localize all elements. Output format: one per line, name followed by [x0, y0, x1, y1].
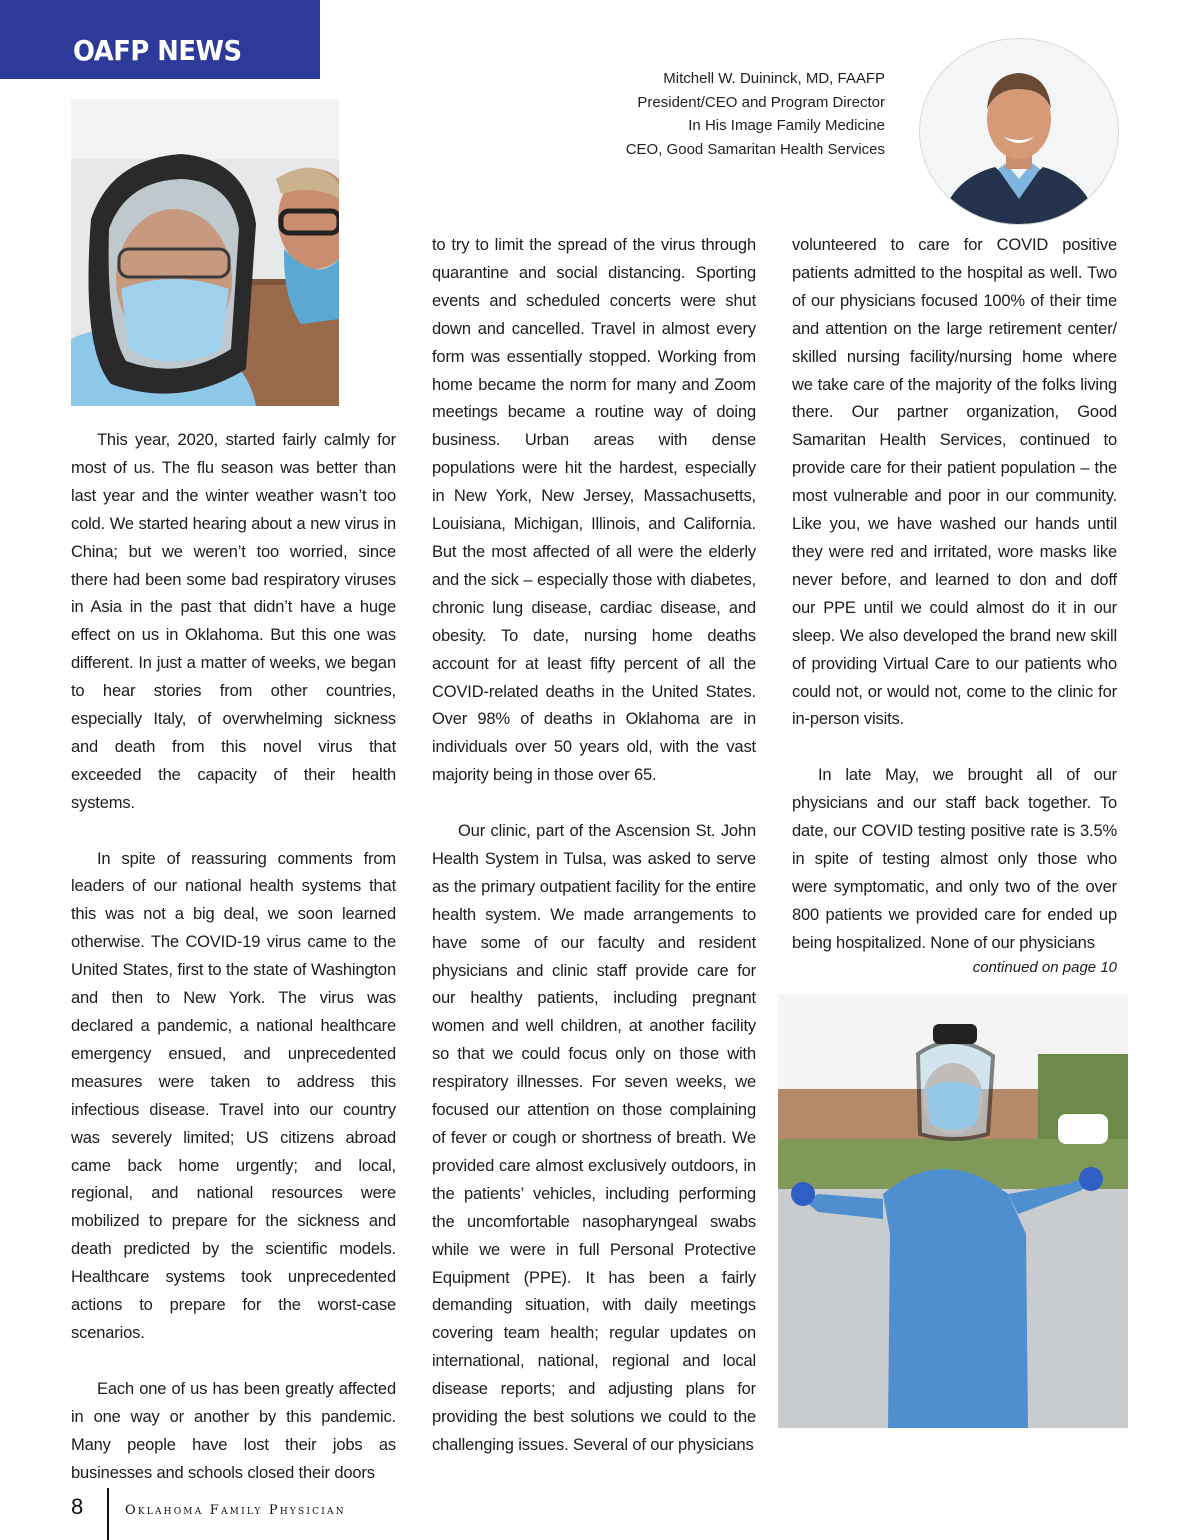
section-title: OAFP NEWS: [73, 34, 242, 67]
article-paragraph: This year, 2020, started fairly calmly for most of us. The flu season was better than last year and the winter weather wasn’t too cold. We started hearing about a new virus in China; but we weren’t too worried, since there had been some bad respiratory viruses in Asia in the past that didn’t have a huge effect on us in Oklahoma. But this one was different. In just a matter of weeks, we began to hear stories from other countries, especially Italy, of overwhelming sickness and death from this novel virus that exceeded the capacity of their health systems.: [71, 431, 396, 812]
ppe-gown-photo: [778, 994, 1128, 1428]
article-column-1: [71, 427, 396, 1515]
face-shield-selfie-photo: [71, 99, 339, 406]
article-paragraph: volunteered to care for COVID positive patients admitted to the hospital as well. Two of our physicians focused 100% of their time and attention on the large retirement center/ skilled nursing facility/nursing home where we take care of the majority of the folks living there. Our partner organization, Good Samaritan Health Services, continued to provide care for their patient population – the most vulnerable and poor in our community. Like you, we have washed our hands until they were red and irritated, wore masks like never before, and learned to don and doff our PPE until we could almost do it in our sleep. We also developed the brand new skill of providing Virtual Care to our patients who could not, or would not, come to the clinic for in-person visits.: [792, 236, 1117, 729]
article-paragraph: Each one of us has been greatly affected in one way or another by this pandemic. Many people have lost their jobs as businesses and schools closed their doors: [71, 1379, 396, 1482]
continued-notice: continued on page 10: [972, 959, 1117, 976]
article-column-2: [432, 232, 756, 1488]
section-banner: [0, 0, 320, 79]
author-portrait: [919, 38, 1119, 225]
author-organization: In His Image Family Medicine: [688, 117, 885, 135]
author-secondary-title: CEO, Good Samaritan Health Services: [625, 140, 885, 158]
author-byline: [560, 67, 885, 161]
article-paragraph: In late May, we brought all of our physicians and our staff back together. To date, our COVID testing positive rate is 3.5% in spite of testing almost only those who were symptomatic, and only two of the over 800 patients we provided care for ended up being hospitalized. None of our physicians: [792, 766, 1117, 952]
article-column-3: [792, 232, 1117, 985]
article-paragraph: to try to limit the spread of the virus through quarantine and social distancing. Sporting events and scheduled concerts were shut down and cancelled. Travel in almost every form was essentially stopped. Working from home became the norm for many and Zoom meetings became a routine way of doing business. Urban areas with dense populations were hit the hardest, especially in New York, New Jersey, Massachusetts, Louisiana, Michigan, Illinois, and California. But the most affected of all were the elderly and the sick – especially those with diabetes, chronic lung disease, cardiac disease, and obesity. To date, nursing home deaths account for at least fifty percent of all the COVID-related deaths in the United States. Over 98% of deaths in Oklahoma are in individuals over 50 years old, with the vast majority being in those over 65.: [432, 236, 756, 785]
publication-title: Oklahoma Family Physician: [125, 1503, 346, 1518]
author-name: Mitchell W. Duininck, MD, FAAFP: [663, 70, 885, 87]
article-paragraph: Our clinic, part of the Ascension St. John Health System in Tulsa, was asked to serve as the primary outpatient facility for the entire health system. We made arrangements to have some of our faculty and resident physicians and clinic staff provide care for our healthy patients, including pregnant women and well children, at another facility so that we could focus only on those with respiratory illnesses. For seven weeks, we focused our attention on those complaining of fever or cough or shortness of breath. We provided care almost exclusively outdoors, in the patients’ vehicles, including performing the uncomfortable nasopharyngeal swabs while we were in full Personal Protective Equipment (PPE). It has been a fairly demanding situation, with daily meetings covering team health; regular updates on international, national, regional and local disease reports; and adjusting plans for providing the best solutions we could to the challenging issues. Several of our physicians: [432, 822, 756, 1454]
author-title: President/CEO and Program Director: [637, 93, 885, 111]
footer-divider: [107, 1488, 109, 1540]
article-paragraph: In spite of reassuring comments from leaders of our national health systems that this was not a big deal, we soon learned otherwise. The COVID-19 virus came to the United States, first to the state of Washington and then to New York. The virus was declared a pandemic, a national healthcare emergency ensued, and unprecedented measures were taken to address this infectious disease. Travel into our country was severely limited; US citizens abroad came back home urgently; and local, regional, and national resources were mobilized to prepare for the sickness and death predicted by the scientific models. Healthcare systems took unprecedented actions to prepare for the worst-case scenarios.: [71, 849, 396, 1342]
page-number: 8: [71, 1494, 84, 1519]
